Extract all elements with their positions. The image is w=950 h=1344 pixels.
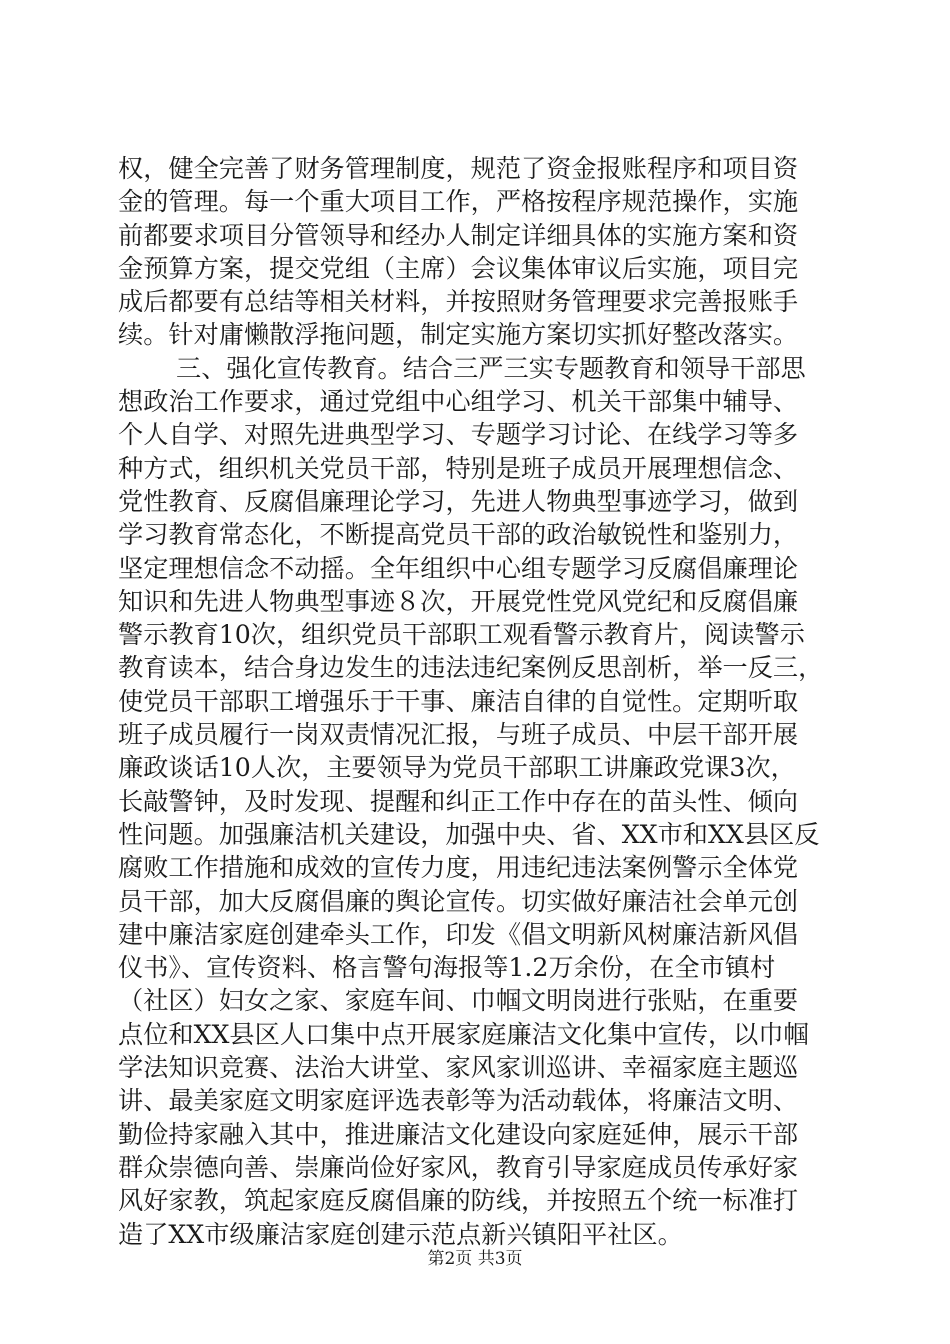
text-line: 学法知识竞赛、法治大讲堂、家风家训巡讲、幸福家庭主题巡 — [118, 1053, 799, 1083]
text-line: 警示教育10次，组织党员干部职工观看警示教育片，阅读警示 — [118, 620, 805, 650]
text-line: 学习教育常态化，不断提高党员干部的政治敏锐性和鉴别力， — [118, 520, 799, 550]
text-line: 金预算方案，提交党组（主席）会议集体审议后实施，项目完 — [118, 253, 799, 283]
page-number-footer: 第2页 共3页 — [427, 1249, 523, 1269]
text-line: 腐败工作措施和成效的宣传力度，用违纪违法案例警示全体党 — [118, 853, 799, 883]
text-line: 前都要求项目分管领导和经办人制定详细具体的实施方案和资 — [118, 220, 799, 250]
text-line: 造了XX市级廉洁家庭创建示范点新兴镇阳平社区。 — [118, 1219, 683, 1249]
text-line: 性问题。加强廉洁机关建设，加强中央、省、XX市和XX县区反 — [118, 819, 820, 849]
text-line: 点位和XX县区人口集中点开展家庭廉洁文化集中宣传，以巾帼 — [118, 1019, 809, 1049]
text-line: 金的管理。每一个重大项目工作，严格按程序规范操作，实施 — [118, 187, 799, 217]
text-line: 党性教育、反腐倡廉理论学习，先进人物典型事迹学习，做到 — [118, 486, 799, 516]
text-line: 坚定理想信念不动摇。全年组织中心组专题学习反腐倡廉理论 — [118, 553, 799, 583]
text-line: （社区）妇女之家、家庭车间、巾帼文明岗进行张贴，在重要 — [118, 986, 799, 1016]
text-line: 廉政谈话10人次，主要领导为党员干部职工讲廉政党课3次， — [118, 753, 796, 783]
text-line: 勤俭持家融入其中，推进廉洁文化建设向家庭延伸，展示干部 — [118, 1119, 799, 1149]
text-line: 种方式，组织机关党员干部，特别是班子成员开展理想信念、 — [118, 453, 799, 483]
text-line: 班子成员履行一岗双责情况汇报，与班子成员、中层干部开展 — [118, 720, 799, 750]
text-line: 风好家教，筑起家庭反腐倡廉的防线，并按照五个统一标准打 — [118, 1186, 799, 1216]
text-line: 仪书》、宣传资料、格言警句海报等1.2万余份，在全市镇村 — [118, 953, 776, 983]
text-line: 知识和先进人物典型事迹８次，开展党性党风党纪和反腐倡廉 — [118, 586, 799, 616]
text-line: 建中廉洁家庭创建牵头工作，印发《倡文明新风树廉洁新风倡 — [118, 919, 799, 949]
text-line: 权，健全完善了财务管理制度，规范了资金报账程序和项目资 — [118, 154, 799, 183]
text-line: 使党员干部职工增强乐于干事、廉洁自律的自觉性。定期听取 — [118, 686, 799, 716]
text-line: 个人自学、对照先进典型学习、专题学习讨论、在线学习等多 — [118, 420, 799, 450]
text-line: 想政治工作要求，通过党组中心组学习、机关干部集中辅导、 — [118, 387, 799, 417]
text-line: 员干部，加大反腐倡廉的舆论宣传。切实做好廉洁社会单元创 — [118, 886, 799, 916]
text-line: 群众崇德向善、崇廉尚俭好家风，教育引导家庭成员传承好家 — [118, 1152, 799, 1182]
body-text — [118, 152, 834, 1251]
section-heading-line: 三、强化宣传教育。结合三严三实专题教育和领导干部思 — [176, 353, 806, 383]
text-line: 教育读本，结合身边发生的违法违纪案例反思剖析，举一反三， — [118, 653, 824, 683]
text-line: 续。针对庸懒散浮拖问题，制定实施方案切实抓好整改落实。 — [118, 320, 799, 350]
text-line: 长敲警钟，及时发现、提醒和纠正工作中存在的苗头性、倾向 — [118, 786, 799, 816]
text-line: 成后都要有总结等相关材料，并按照财务管理要求完善报账手 — [118, 287, 799, 317]
text-line: 讲、最美家庭文明家庭评选表彰等为活动载体，将廉洁文明、 — [118, 1086, 799, 1116]
